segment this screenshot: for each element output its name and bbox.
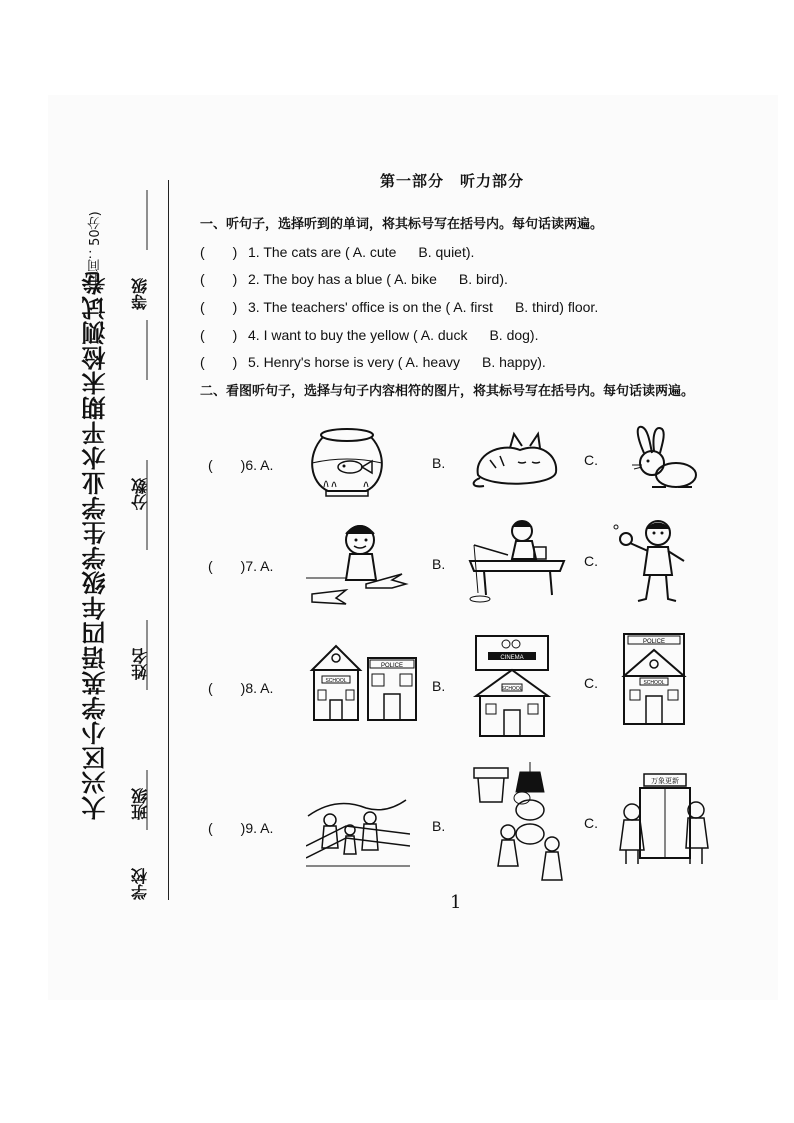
question-8-label: ( )8. A. [208, 680, 274, 696]
question-9-option-c: C. [584, 815, 598, 831]
boy-fishing-picture [464, 515, 568, 607]
part1-instruction: 一、听句子，选择听到的单词，将其标号写在括号内。每句话读两遍。 [200, 217, 604, 232]
option-b: B. happy). [481, 354, 546, 370]
question-text: 2. The boy has a blue ( A. bike [248, 271, 437, 287]
school-sign-c: SCHOOL [643, 680, 665, 686]
sleeping-cat-picture [470, 430, 562, 490]
answer-blank[interactable]: ( ) [200, 327, 238, 343]
family-at-great-wall-picture [306, 786, 410, 874]
part2-instruction: 二、看图听句子，选择与句子内容相符的图片，将其标号写在括号内。每句话读两遍。 [200, 384, 695, 399]
section-title: 第一部分 听力部分 [380, 172, 525, 190]
boy-ping-pong-picture [612, 515, 702, 607]
question-2 [200, 269, 508, 289]
lanterns-picture [468, 762, 572, 886]
option-b: B. dog). [489, 327, 539, 343]
question-9-option-b: B. [432, 818, 446, 834]
school-sign: SCHOOL [325, 678, 347, 684]
police-sign: POLICE [380, 663, 404, 669]
question-8-option-b: B. [432, 678, 446, 694]
question-8-option-c: C. [584, 675, 598, 691]
question-7-option-b: B. [432, 556, 446, 572]
field-blanks [140, 190, 154, 890]
police-sign-c: POLICE [642, 639, 666, 645]
question-1 [200, 242, 474, 262]
question-3 [200, 297, 598, 317]
shop-sign: 万象更新 [651, 777, 679, 785]
name-label: 姓名 [130, 648, 150, 680]
score-label: 分数 [130, 478, 150, 510]
class-label: 班级 [130, 788, 150, 820]
boy-with-planes-picture [306, 518, 410, 610]
question-9-label: ( )9. A. [208, 820, 274, 836]
question-text: 3. The teachers' office is on the ( A. first [248, 299, 493, 315]
question-6-label: ( )6. A. [208, 457, 274, 473]
answer-blank[interactable]: ( ) [200, 271, 238, 287]
school-and-police-picture [308, 640, 420, 724]
fishbowl-picture [306, 425, 388, 497]
exam-title [78, 200, 110, 890]
school-label: 学校 [130, 868, 150, 900]
question-6-option-b: B. [432, 455, 446, 471]
answer-blank[interactable]: ( ) [200, 244, 238, 260]
option-b: B. quiet). [418, 244, 475, 260]
question-5 [200, 352, 546, 372]
answer-blank[interactable]: ( ) [200, 354, 238, 370]
grade-label: 等级 [130, 278, 150, 310]
page-number: 1 [450, 892, 462, 913]
cinema-sign: CINEMA [500, 655, 524, 661]
exam-title-text: 大兴区小学英语四年级学生学业水平期末检测试卷 [81, 270, 110, 820]
question-text: 5. Henry's horse is very ( A. heavy [248, 354, 460, 370]
option-b: B. bird). [458, 271, 508, 287]
binding-line [168, 180, 169, 900]
shop-doorway-picture [616, 770, 714, 870]
cinema-and-school-picture [470, 632, 554, 740]
question-6-option-c: C. [584, 452, 598, 468]
question-text: 1. The cats are ( A. cute [248, 244, 397, 260]
option-b: B. third) floor. [514, 299, 599, 315]
school-sign-b: SCHOOL [501, 686, 523, 692]
rabbit-picture [622, 425, 702, 495]
answer-blank[interactable]: ( ) [200, 299, 238, 315]
police-and-school-picture [620, 630, 688, 730]
question-7-option-c: C. [584, 553, 598, 569]
question-4 [200, 325, 538, 345]
question-7-label: ( )7. A. [208, 558, 274, 574]
question-text: 4. I want to buy the yellow ( A. duck [248, 327, 468, 343]
time-note: (时间：50分) [88, 211, 103, 290]
